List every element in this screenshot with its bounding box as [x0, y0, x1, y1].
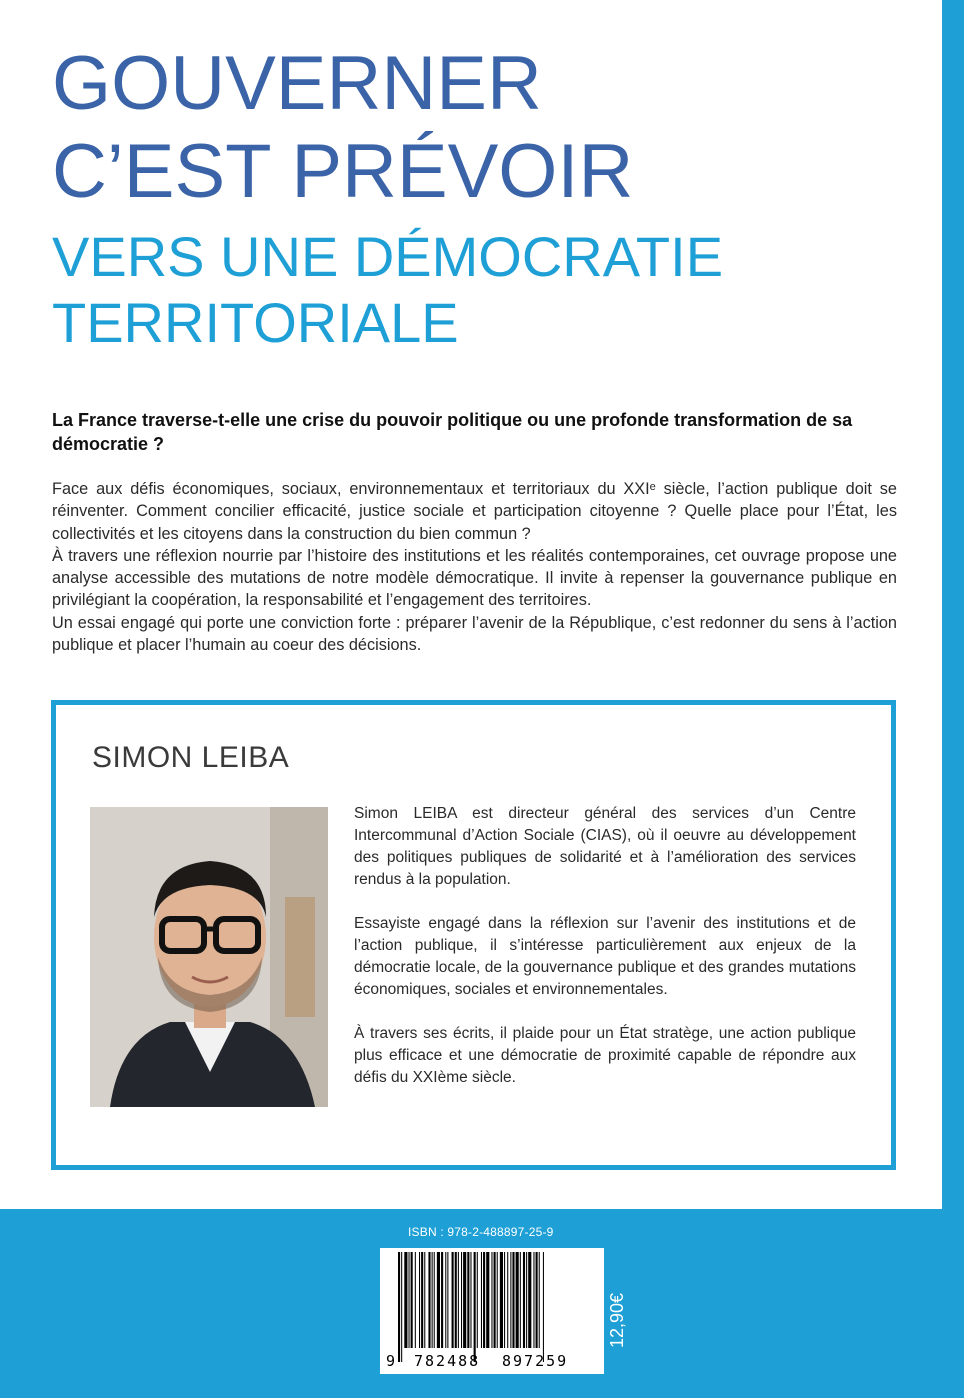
barcode-bar	[421, 1252, 423, 1348]
barcode-bar	[528, 1252, 531, 1348]
hook-question: La France traverse-t-elle une crise du pouvoir politique ou une profonde transformation de sa démocratie ?	[52, 410, 853, 454]
barcode-bar	[419, 1252, 420, 1348]
barcode-bar	[526, 1252, 527, 1348]
barcode-bar	[424, 1252, 425, 1348]
barcode-digit-first: 9	[386, 1352, 396, 1370]
barcode-bar	[411, 1252, 413, 1348]
barcode-bar	[481, 1252, 482, 1348]
barcode-bar	[432, 1252, 433, 1348]
barcode-bar	[434, 1252, 435, 1348]
barcode-bar	[533, 1252, 534, 1348]
barcode-bar	[486, 1252, 489, 1348]
barcode-bar	[516, 1252, 519, 1348]
barcode-bar	[536, 1252, 538, 1348]
barcode-bar	[520, 1252, 521, 1348]
book-title-line-2: C’EST PRÉVOIR	[52, 129, 634, 214]
barcode-bar	[401, 1252, 402, 1362]
barcode-bar	[539, 1252, 540, 1348]
isbn-label: ISBN : 978-2-488897-25-9	[408, 1225, 554, 1239]
barcode-bar	[458, 1252, 459, 1348]
blurb-paragraph: Un essai engagé qui porte une conviction forte : préparer l’avenir de la République, c’est redonner du sens à l’action publique et placer l’humain au coeur des décisions.	[52, 613, 897, 655]
author-box	[51, 700, 896, 1170]
barcode-bar	[437, 1252, 440, 1348]
barcode-bar	[455, 1252, 457, 1348]
book-title-line-1: GOUVERNER	[52, 41, 542, 126]
bio-paragraph: Simon LEIBA est directeur général des services d’un Centre Intercommunal d’Action Sociale (CIAS), où il oeuvre au développement des politiques publiques de solidarité et à l’amélioration des services rendus à la population.	[354, 805, 856, 888]
barcode-bar	[543, 1252, 544, 1362]
barcode-bar	[441, 1252, 443, 1348]
author-name: SIMON LEIBA	[92, 741, 290, 774]
barcode-digits-left: 782488	[414, 1352, 481, 1370]
book-subtitle-line-2: TERRITORIALE	[52, 291, 459, 354]
bio-paragraph: Essayiste engagé dans la réflexion sur l’avenir des institutions et de l’action publique, il s’intéresse particulièrement aux enjeux de la démocratie locale, de la gouvernance publique et des grandes mutations économiques, sociales et environnementales.	[354, 915, 856, 998]
barcode-bar	[461, 1252, 462, 1348]
barcode-bar	[474, 1252, 476, 1362]
bio-paragraph: À travers ses écrits, il plaide pour un État stratège, une action publique plus efficace et une démocratie de proximité capable de répondre aux défis du XXIème siècle.	[354, 1025, 856, 1086]
author-photo	[90, 807, 328, 1107]
barcode-bar	[510, 1252, 511, 1348]
barcode-bar	[504, 1252, 505, 1348]
barcode-bar	[500, 1252, 503, 1348]
spine-color-bar	[942, 0, 964, 1398]
barcode-bar	[497, 1252, 498, 1348]
barcode-digits-right: 897259	[502, 1352, 569, 1370]
author-bio	[354, 803, 856, 1111]
barcode-bar	[415, 1252, 416, 1348]
barcode-background	[380, 1248, 604, 1374]
author-portrait-illustration	[90, 807, 328, 1107]
barcode-bar	[404, 1252, 407, 1348]
barcode-bar	[512, 1252, 514, 1348]
blurb-paragraph: À travers une réflexion nourrie par l’histoire des institutions et les réalités contemporaines, cet ouvrage propose une analyse accessible des mutations de notre modèle démocratique. Il invite à repenser la gouvernance publique en privilégiant la coopération, la responsabilité et l’engagement des territoires.	[52, 546, 897, 610]
barcode-bar	[409, 1252, 410, 1348]
barcode-bar	[467, 1252, 469, 1348]
barcode-bar	[523, 1252, 525, 1348]
barcode-bar	[452, 1252, 454, 1348]
blurb	[52, 478, 897, 656]
book-subtitle-line-1: VERS UNE DÉMOCRATIE	[52, 225, 724, 288]
barcode-bar	[428, 1252, 430, 1348]
price-label: 12,90€	[607, 1292, 627, 1348]
barcode-bar	[470, 1252, 471, 1348]
barcode-bar	[491, 1252, 492, 1348]
blurb-paragraph: Face aux défis économiques, sociaux, environnementaux et territoriaux du XXIᵉ siècle, l’action publique doit se réinventer. Comment concilier efficacité, justice sociale et participation citoyenne ? Quelle place pour l’État, les collectivités et les citoyens dans la construction du bien commun ?	[52, 480, 897, 543]
barcode-bar	[398, 1252, 400, 1362]
barcode-bar	[507, 1252, 508, 1348]
barcode-bar	[445, 1252, 446, 1348]
barcode-bar	[447, 1252, 448, 1348]
barcode-bar	[463, 1252, 466, 1348]
barcode-bar	[483, 1252, 485, 1348]
barcode-bar	[494, 1252, 496, 1348]
barcode	[380, 1248, 604, 1374]
barcode-bar	[477, 1252, 478, 1348]
